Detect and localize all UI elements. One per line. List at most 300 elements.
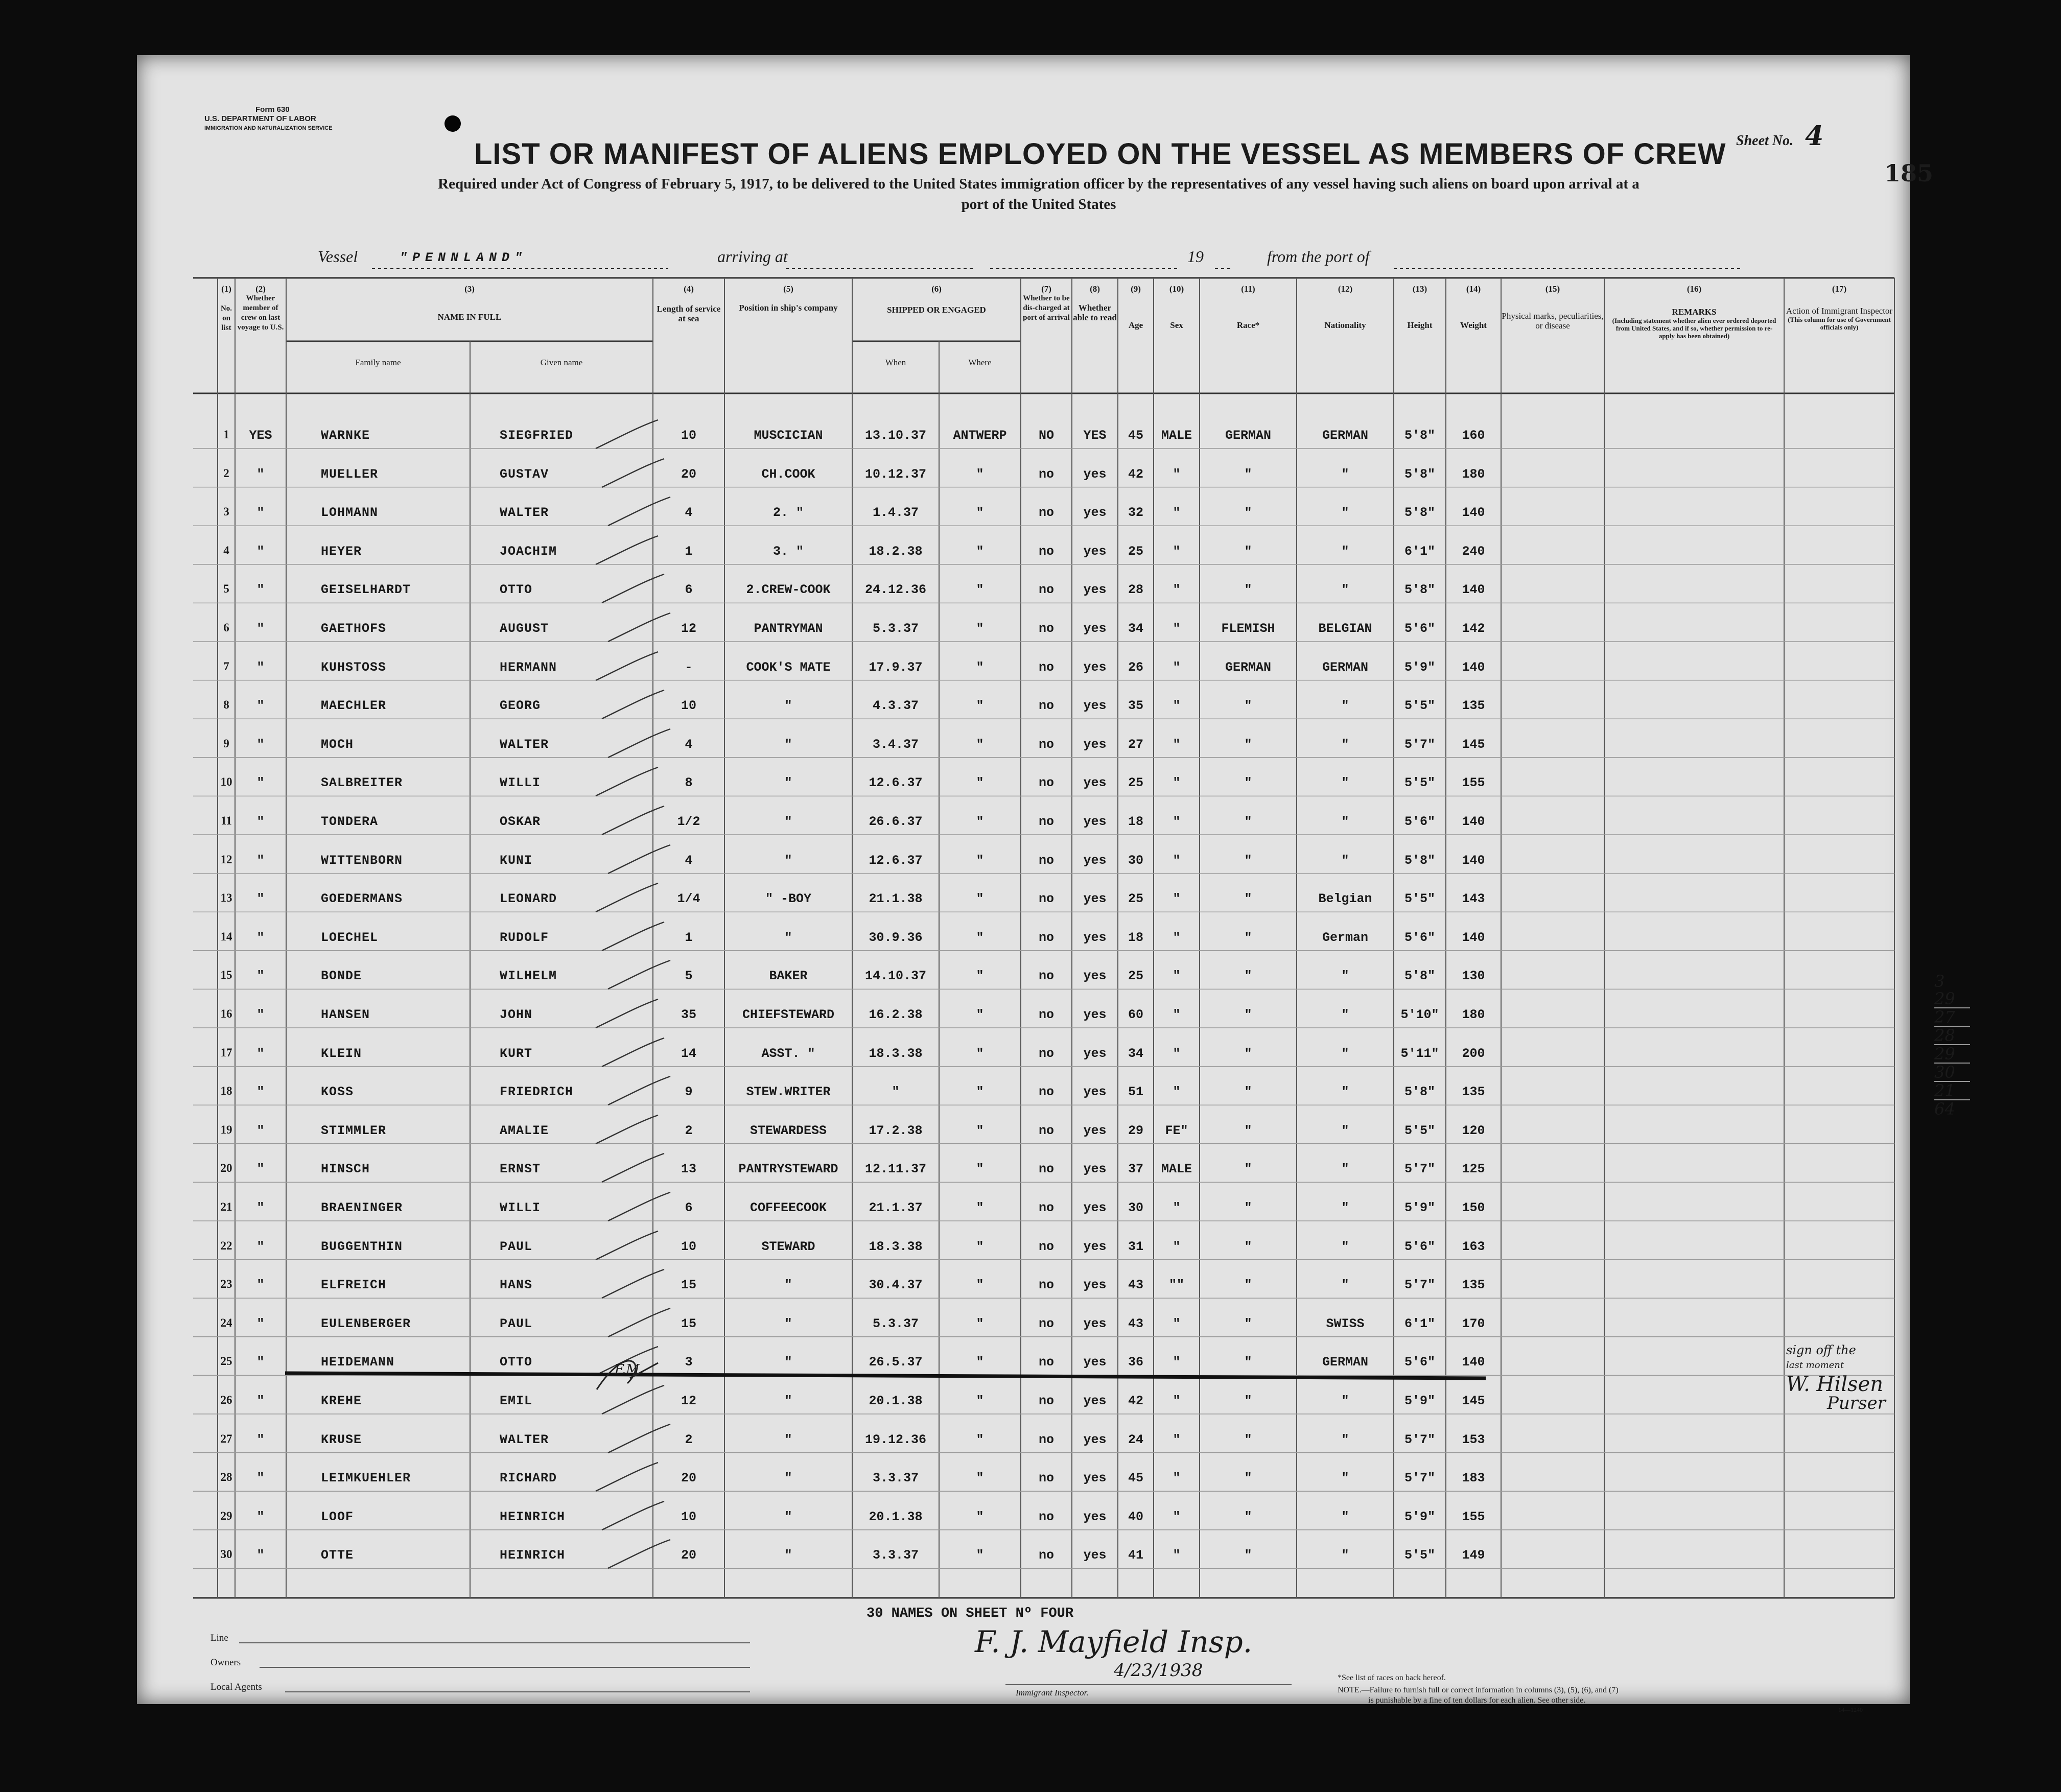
cell-no: 23 [220, 1278, 232, 1291]
cell-nat: BELGIAN [1318, 621, 1372, 636]
cell-disch: no [1038, 1123, 1054, 1138]
cell-sex: " [1173, 544, 1181, 559]
cell-service: 15 [681, 1316, 696, 1331]
cell-read: yes [1083, 1471, 1107, 1486]
cell-age: 25 [1128, 891, 1143, 907]
cell-disch: no [1038, 814, 1054, 829]
cell-age: 35 [1128, 698, 1143, 714]
cell-height: 5'6" [1404, 930, 1435, 945]
cell-age: 32 [1128, 505, 1143, 521]
port-label: from the port of [1267, 247, 1370, 266]
cell-position: 2.CREW-COOK [746, 582, 831, 598]
cell-nat: " [1341, 1007, 1349, 1022]
inspector-date: 4/23/1938 [1114, 1660, 1203, 1681]
cell-weight: 145 [1462, 737, 1485, 752]
cell-weight: 135 [1462, 1084, 1485, 1100]
cell-where: " [976, 891, 984, 907]
cell-service: 12 [681, 1394, 696, 1408]
cell-height: 5'6" [1404, 1355, 1435, 1370]
cell-race: " [1244, 1471, 1252, 1486]
cell-prev: " [256, 621, 265, 636]
sheet-label: Sheet No. [1736, 133, 1793, 149]
cell-nat: " [1341, 1239, 1349, 1254]
cell-disch: no [1038, 1548, 1054, 1563]
cell-given: LEONARD [500, 891, 557, 907]
cell-where: " [976, 505, 984, 521]
cell-height: 5'7" [1404, 1432, 1435, 1447]
cell-read: yes [1083, 969, 1107, 984]
cell-sex: " [1173, 505, 1181, 521]
cell-sex: " [1173, 1471, 1181, 1486]
cell-prev: " [256, 969, 265, 984]
cell-sex: " [1173, 1355, 1181, 1370]
col-header-nationality: (12) Nationality [1324, 284, 1366, 330]
cell-age: 45 [1128, 1471, 1143, 1486]
cell-no: 26 [220, 1394, 232, 1406]
cell-nat: " [1341, 737, 1349, 752]
cell-no: 13 [220, 891, 232, 905]
cell-family: HANSEN [321, 1007, 370, 1022]
cell-height: 5'7" [1404, 1162, 1435, 1177]
cell-no: 21 [220, 1200, 232, 1213]
cell-when: 12.11.37 [864, 1162, 927, 1177]
cell-service: - [685, 659, 693, 675]
cell-no: 22 [220, 1239, 232, 1252]
cell-race: " [1244, 1548, 1252, 1563]
cell-sex: " [1173, 1084, 1181, 1100]
cell-age: 25 [1128, 969, 1143, 984]
cell-sex: " [1173, 698, 1181, 714]
cell-age: 51 [1128, 1084, 1143, 1100]
cell-age: 43 [1128, 1316, 1143, 1331]
cell-race: " [1244, 853, 1252, 868]
cell-height: 5'8" [1404, 1084, 1435, 1100]
cell-given: AMALIE [500, 1123, 549, 1138]
cell-read: yes [1083, 775, 1107, 791]
cell-given: FRIEDRICH [500, 1084, 574, 1100]
col-header-name: (3) NAME IN FULL [437, 284, 502, 322]
cell-weight: 142 [1462, 621, 1485, 636]
cell-family: SALBREITER [321, 775, 403, 791]
tally-entry: 28 [1934, 1027, 1970, 1045]
cell-given: RUDOLF [500, 930, 549, 945]
cell-when: 17.2.38 [869, 1123, 923, 1138]
cell-disch: no [1038, 1316, 1054, 1331]
cell-disch: no [1038, 544, 1054, 559]
cell-disch: no [1038, 582, 1054, 598]
cell-no: 5 [223, 582, 229, 596]
cell-prev: " [256, 544, 265, 559]
cell-nat: GERMAN [1322, 428, 1368, 443]
cell-disch: no [1038, 1162, 1054, 1177]
cell-nat: SWISS [1326, 1316, 1365, 1331]
cell-sex: " [1173, 659, 1181, 675]
cell-read: yes [1083, 1355, 1107, 1370]
cell-when: 18.2.38 [869, 544, 923, 559]
cell-position: " [784, 1316, 792, 1331]
cell-sex: " [1173, 891, 1181, 907]
cell-sex: " [1173, 466, 1181, 482]
cell-service: 4 [685, 737, 693, 752]
cell-race: " [1244, 1200, 1252, 1215]
cell-position: CHIEFSTEWARD [742, 1007, 835, 1022]
cell-service: 6 [685, 1200, 693, 1215]
cell-no: 12 [220, 853, 232, 866]
cell-when: 3.3.37 [872, 1548, 919, 1563]
cell-prev: " [256, 1355, 265, 1370]
cell-when: 26.6.37 [869, 814, 923, 829]
cell-weight: 135 [1462, 1278, 1485, 1293]
cell-position: MUSCICIAN [754, 428, 823, 443]
col-header-service: (4) Length of service at sea [657, 284, 721, 323]
cell-weight: 145 [1462, 1394, 1485, 1408]
cell-disch: NO [1038, 428, 1054, 443]
cell-prev: " [256, 1046, 265, 1061]
cell-weight: 163 [1462, 1239, 1485, 1254]
cell-family: GEISELHARDT [321, 582, 411, 598]
cell-no: 24 [220, 1316, 232, 1329]
cell-when: 20.1.38 [869, 1394, 923, 1408]
footer-rules [137, 55, 1910, 1704]
cell-service: 4 [685, 853, 693, 868]
cell-family: HEIDEMANN [321, 1355, 395, 1370]
cell-position: STEW.WRITER [746, 1084, 831, 1100]
cell-race: " [1244, 698, 1252, 714]
cell-when: 30.9.36 [869, 930, 923, 945]
cell-read: yes [1083, 1007, 1107, 1022]
cell-when: 19.12.36 [864, 1432, 927, 1447]
cell-weight: 140 [1462, 659, 1485, 675]
cell-prev: " [256, 1162, 265, 1177]
cell-position: BAKER [769, 969, 808, 984]
cell-given: PAUL [500, 1239, 533, 1254]
cell-given: OSKAR [500, 814, 541, 829]
col-header-sex: (10) Sex [1169, 284, 1184, 330]
cell-age: 18 [1128, 930, 1143, 945]
cell-no: 10 [220, 775, 232, 789]
cell-weight: 135 [1462, 698, 1485, 714]
col-header-given-name: Given name [540, 358, 583, 367]
cell-where: " [976, 466, 984, 482]
cell-height: 5'8" [1404, 466, 1435, 482]
cell-prev: " [256, 737, 265, 752]
cell-family: LOOF [321, 1509, 354, 1524]
cell-prev: " [256, 582, 265, 598]
cell-weight: 153 [1462, 1432, 1485, 1447]
cell-race: " [1244, 1355, 1252, 1370]
cell-service: 9 [685, 1084, 693, 1100]
cell-family: KRUSE [321, 1432, 362, 1447]
cell-age: 42 [1128, 466, 1143, 482]
tally-entry: 29 [1934, 990, 1970, 1008]
cell-height: 5'9" [1404, 1394, 1435, 1408]
cell-read: yes [1083, 1239, 1107, 1254]
cell-height: 6'1" [1404, 544, 1435, 559]
cell-nat: " [1341, 1046, 1349, 1061]
cell-prev: " [256, 853, 265, 868]
cell-given: WALTER [500, 505, 549, 521]
cell-nat: " [1341, 969, 1349, 984]
vessel-name: "PENNLAND" [400, 250, 528, 265]
cell-service: 12 [681, 621, 696, 636]
cell-age: 34 [1128, 1046, 1143, 1061]
cell-prev: " [256, 1316, 265, 1331]
cell-family: STIMMLER [321, 1123, 387, 1138]
cell-weight: 120 [1462, 1123, 1485, 1138]
cell-race: " [1244, 814, 1252, 829]
cell-no: 29 [220, 1509, 232, 1522]
cell-no: 27 [220, 1432, 232, 1445]
cell-disch: no [1038, 698, 1054, 714]
cell-prev: YES [249, 428, 272, 443]
form-number: Form 630 [255, 105, 290, 114]
cell-position: PANTRYSTEWARD [738, 1162, 838, 1177]
cell-race: " [1244, 1509, 1252, 1524]
cell-read: yes [1083, 1316, 1107, 1331]
col-header-inspector-action: (17) Action of Immigrant Inspector (This column for use of Government officials only) [1786, 284, 1893, 331]
cell-family: LOECHEL [321, 930, 379, 945]
cell-nat: " [1341, 1084, 1349, 1100]
cell-height: 5'9" [1404, 1200, 1435, 1215]
cell-family: MAECHLER [321, 698, 387, 714]
cell-disch: no [1038, 1394, 1054, 1408]
cell-height: 5'11" [1400, 1046, 1439, 1061]
cell-read: yes [1083, 930, 1107, 945]
cell-weight: 200 [1462, 1046, 1485, 1061]
cell-service: 5 [685, 969, 693, 984]
cell-race: " [1244, 1239, 1252, 1254]
cell-family: LEIMKUEHLER [321, 1471, 411, 1486]
cell-prev: " [256, 814, 265, 829]
cell-read: yes [1083, 1394, 1107, 1408]
cell-position: CH.COOK [761, 466, 815, 482]
cell-read: yes [1083, 814, 1107, 829]
cell-nat: Belgian [1318, 891, 1372, 907]
footnote-races: *See list of races on back hereof. [1338, 1673, 1446, 1682]
cell-no: 19 [220, 1123, 232, 1136]
cell-race: " [1244, 1316, 1252, 1331]
cell-service: 35 [681, 1007, 696, 1022]
cell-no: 9 [223, 737, 229, 750]
cell-service: 3 [685, 1355, 693, 1370]
cell-no: 1 [223, 428, 229, 441]
cell-when: 1.4.37 [872, 505, 919, 521]
cell-weight: 155 [1462, 775, 1485, 791]
cell-sex: " [1173, 814, 1181, 829]
cell-where: " [976, 853, 984, 868]
tally-entry: 21 [1934, 1082, 1970, 1100]
col-header-age: (9) Age [1128, 284, 1143, 330]
cell-race: " [1244, 1007, 1252, 1022]
tally-entry: 3 [1934, 972, 1945, 991]
cell-race: " [1244, 1278, 1252, 1293]
cell-when: 3.4.37 [872, 737, 919, 752]
row-25-remark-line-1: sign off the [1786, 1343, 1856, 1357]
cell-disch: no [1038, 775, 1054, 791]
cell-height: 5'5" [1404, 891, 1435, 907]
cell-where: " [976, 1316, 984, 1331]
cell-no: 6 [223, 621, 229, 634]
cell-height: 5'8" [1404, 428, 1435, 443]
cell-given: JOACHIM [500, 544, 557, 559]
cell-when: 26.5.37 [869, 1355, 923, 1370]
cell-age: 45 [1128, 428, 1143, 443]
cell-family: BUGGENTHIN [321, 1239, 403, 1254]
cell-given: WALTER [500, 737, 549, 752]
cell-race: " [1244, 1162, 1252, 1177]
cell-read: yes [1083, 466, 1107, 482]
cell-nat: " [1341, 1162, 1349, 1177]
col-header-read: (8) Whether able to read [1073, 284, 1117, 322]
cell-where: " [976, 1471, 984, 1486]
cell-service: 10 [681, 1239, 696, 1254]
cell-sex: " [1173, 582, 1181, 598]
cell-where: " [976, 1239, 984, 1254]
cell-age: 30 [1128, 1200, 1143, 1215]
cell-prev: " [256, 930, 265, 945]
cell-disch: no [1038, 659, 1054, 675]
col-header-physical-marks: (15) Physical marks, peculiarities, or disease [1502, 284, 1604, 331]
cell-height: 5'10" [1400, 1007, 1439, 1022]
cell-when: 4.3.37 [872, 698, 919, 714]
footnote-penalty-1: NOTE.—Failure to furnish full or correct information in columns (3), (5), (6), and (7) [1338, 1686, 1619, 1694]
cell-given: OTTO [500, 582, 533, 598]
cell-disch: no [1038, 1278, 1054, 1293]
cell-age: 29 [1128, 1123, 1143, 1138]
names-total: 30 NAMES ON SHEET Nº FOUR [866, 1606, 1074, 1621]
cell-sex: " [1173, 621, 1181, 636]
cell-weight: 140 [1462, 1355, 1485, 1370]
cell-no: 30 [220, 1548, 232, 1561]
cell-family: OTTE [321, 1548, 354, 1563]
cell-where: " [976, 1046, 984, 1061]
cell-weight: 150 [1462, 1200, 1485, 1215]
cell-disch: no [1038, 1200, 1054, 1215]
col-header-prev-voyage: (2) Whether member of crew on last voyage to U.S. [237, 284, 284, 332]
cell-sex: " [1173, 737, 1181, 752]
tally-entry: 29 [1934, 1045, 1970, 1064]
cell-no: 7 [223, 659, 229, 673]
cell-age: 34 [1128, 621, 1143, 636]
cell-position: " [784, 814, 792, 829]
cell-race: " [1244, 1046, 1252, 1061]
cell-position: " [784, 1394, 792, 1408]
cell-position: " [784, 853, 792, 868]
cell-given: KURT [500, 1046, 533, 1061]
cell-given: SIEGFRIED [500, 428, 574, 443]
cell-age: 37 [1128, 1162, 1143, 1177]
cell-height: 5'8" [1404, 969, 1435, 984]
cell-height: 5'9" [1404, 659, 1435, 675]
cell-when: 13.10.37 [864, 428, 927, 443]
cell-prev: " [256, 659, 265, 675]
line-label: Line [210, 1633, 228, 1643]
cell-given: OTTO [500, 1355, 533, 1370]
cell-no: 18 [220, 1084, 232, 1098]
form-code: 14—1240 [1838, 1706, 1863, 1713]
cell-race: " [1244, 1394, 1252, 1408]
cell-prev: " [256, 1394, 265, 1408]
cell-no: 15 [220, 969, 232, 982]
cell-height: 5'5" [1404, 1548, 1435, 1563]
cell-service: 10 [681, 428, 696, 443]
cell-where: " [976, 814, 984, 829]
cell-where: " [976, 1509, 984, 1524]
cell-race: " [1244, 891, 1252, 907]
cell-nat: " [1341, 853, 1349, 868]
cell-where: " [976, 659, 984, 675]
cell-service: 2 [685, 1123, 693, 1138]
cell-when: 24.12.36 [864, 582, 927, 598]
cell-no: 3 [223, 505, 229, 518]
cell-race: " [1244, 969, 1252, 984]
cell-weight: 170 [1462, 1316, 1485, 1331]
cell-nat: " [1341, 1509, 1349, 1524]
cell-weight: 140 [1462, 505, 1485, 521]
cell-position: " [784, 1548, 792, 1563]
cell-sex: " [1173, 969, 1181, 984]
cell-prev: " [256, 775, 265, 791]
cell-prev: " [256, 698, 265, 714]
cell-nat: " [1341, 814, 1349, 829]
cell-weight: 180 [1462, 1007, 1485, 1022]
cell-where: " [976, 1084, 984, 1100]
cell-race: " [1244, 930, 1252, 945]
cell-when: 18.3.38 [869, 1239, 923, 1254]
col-header-no: (1) No. on list [220, 284, 232, 332]
cell-age: 30 [1128, 853, 1143, 868]
cell-race: " [1244, 775, 1252, 791]
row-25-remark-line-2: last moment [1786, 1360, 1844, 1371]
cell-weight: 140 [1462, 582, 1485, 598]
cell-service: 15 [681, 1278, 696, 1293]
cell-height: 5'9" [1404, 1509, 1435, 1524]
cell-weight: 183 [1462, 1471, 1485, 1486]
cell-read: yes [1083, 505, 1107, 521]
cell-family: KUHSTOSS [321, 659, 387, 675]
cell-given: PAUL [500, 1316, 533, 1331]
cell-race: " [1244, 1084, 1252, 1100]
cell-disch: no [1038, 1084, 1054, 1100]
cell-prev: " [256, 891, 265, 907]
cell-weight: 160 [1462, 428, 1485, 443]
cell-read: yes [1083, 891, 1107, 907]
cell-read: YES [1083, 428, 1107, 443]
cell-read: yes [1083, 853, 1107, 868]
cell-family: KREHE [321, 1394, 362, 1408]
cell-read: yes [1083, 1200, 1107, 1215]
cell-position: " [784, 1432, 792, 1447]
year-label: 19 [1187, 247, 1204, 266]
cell-service: 2 [685, 1432, 693, 1447]
cell-when: " [892, 1084, 900, 1100]
cell-height: 5'6" [1404, 1239, 1435, 1254]
cell-age: 36 [1128, 1355, 1143, 1370]
col-header-family-name: Family name [355, 358, 401, 367]
cell-weight: 140 [1462, 814, 1485, 829]
tally-entry: 30 [1934, 1064, 1970, 1082]
department-name: U.S. DEPARTMENT OF LABOR [204, 114, 316, 123]
cell-weight: 155 [1462, 1509, 1485, 1524]
cell-read: yes [1083, 1084, 1107, 1100]
cell-service: 10 [681, 1509, 696, 1524]
cell-service: 8 [685, 775, 693, 791]
cell-sex: " [1173, 1046, 1181, 1061]
cell-where: " [976, 969, 984, 984]
cell-prev: " [256, 1432, 265, 1447]
arriving-label: arriving at [717, 247, 788, 266]
cell-nat: " [1341, 544, 1349, 559]
